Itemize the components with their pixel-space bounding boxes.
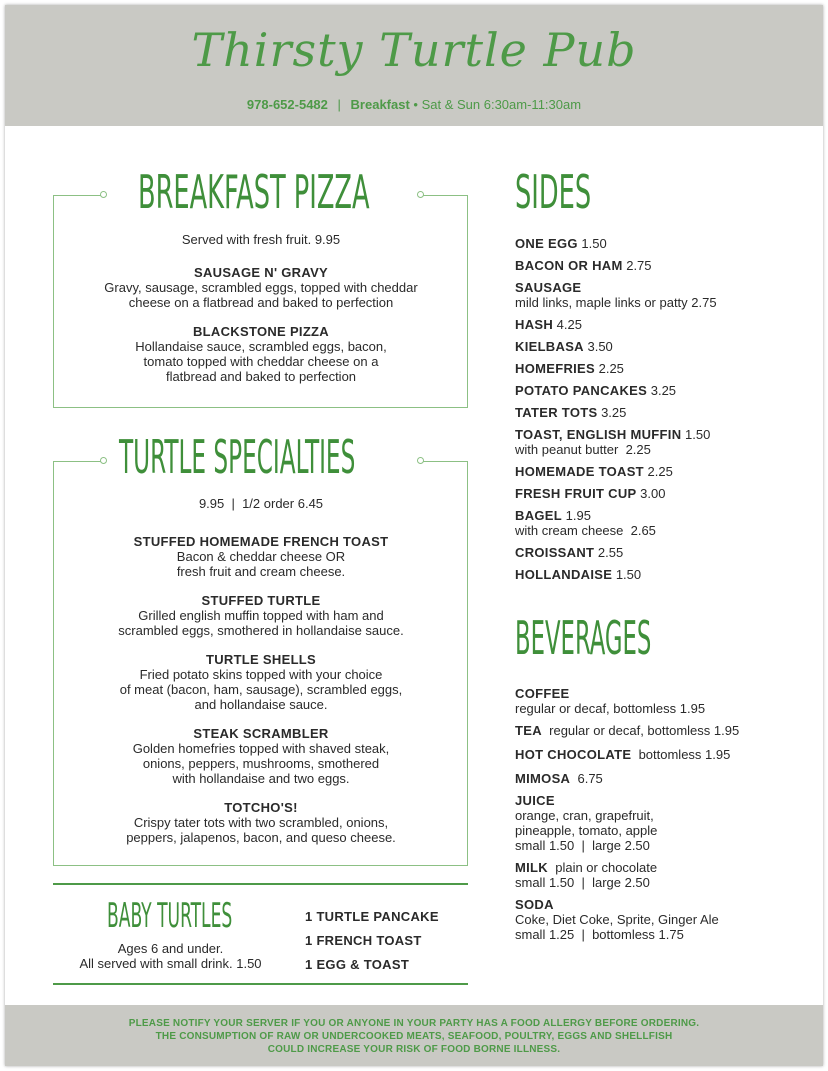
item-desc-line: Bacon & cheddar cheese OR	[176, 549, 346, 564]
list-item	[515, 339, 717, 354]
baby-turtles-title: BABY TURTLES	[107, 896, 233, 936]
beverage-name: MILK	[515, 860, 548, 875]
list-item	[515, 464, 717, 479]
item-name: STUFFED HOMEMADE FRENCH TOAST	[133, 534, 389, 549]
list-item	[515, 793, 739, 853]
sides-title: SIDES	[515, 165, 592, 219]
side-name: TOAST, ENGLISH MUFFIN	[515, 427, 682, 442]
beverage-name: COFFEE	[515, 686, 570, 701]
side-price: 2.25	[647, 464, 673, 479]
list-item	[515, 771, 739, 786]
side-price: 2.75	[626, 258, 652, 273]
item-name: SAUSAGE N' GRAVY	[193, 265, 329, 280]
footer-line: COULD INCREASE YOUR RISK OF FOOD BORNE ILLNESS.	[267, 1044, 561, 1055]
list-item	[515, 747, 739, 762]
turtle-specialties-subtitle: 9.95 | 1/2 order 6.45	[198, 496, 324, 511]
brand-title: Thirsty Turtle Pub	[191, 23, 637, 77]
side-name: BACON OR HAM	[515, 258, 623, 273]
baby-item: 1 TURTLE PANCAKE	[305, 909, 439, 924]
side-sub: with cream cheese 2.65	[515, 523, 656, 538]
turtle-specialties-title: TURTLE SPECIALTIES	[119, 430, 356, 484]
menu-item	[61, 726, 461, 786]
side-name: CROISSANT	[515, 545, 595, 560]
list-item	[515, 723, 739, 738]
footer-line: THE CONSUMPTION OF RAW OR UNDERCOOKED MEATS, SEAFOOD, POULTRY, EGGS AND SHELLFISH	[155, 1031, 673, 1042]
item-name: STEAK SCRAMBLER	[193, 726, 329, 741]
list-item	[515, 860, 739, 890]
beverage-sub: small 1.25 | bottomless 1.75	[515, 927, 684, 942]
header-band	[5, 5, 823, 126]
item-desc-line: Hollandaise sauce, scrambled eggs, bacon,	[135, 339, 387, 354]
menu-item	[61, 593, 461, 638]
list-item	[515, 258, 717, 273]
hours-text: • Sat & Sun 6:30am-11:30am	[413, 97, 582, 112]
beverage-inline: regular or decaf, bottomless 1.95	[549, 723, 740, 738]
item-desc-line: and hollandaise sauce.	[194, 697, 328, 712]
item-desc-line: onions, peppers, mushrooms, smothered	[142, 756, 380, 771]
beverage-sub: Coke, Diet Coke, Sprite, Ginger Ale	[515, 912, 719, 927]
beverages-list	[515, 686, 739, 949]
item-desc-line: Golden homefries topped with shaved steak,	[132, 741, 390, 756]
baby-item: 1 FRENCH TOAST	[305, 933, 422, 948]
beverage-sub: pineapple, tomato, apple	[515, 823, 658, 838]
item-desc-line: peppers, jalapenos, bacon, and queso cheese.	[126, 830, 396, 845]
baby-turtles-age: Ages 6 and under.	[117, 941, 224, 956]
side-name: HOMEFRIES	[515, 361, 595, 376]
item-desc-line: Fried potato skins topped with your choice	[139, 667, 383, 682]
item-desc-line: Gravy, sausage, scrambled eggs, topped with cheddar	[104, 280, 418, 295]
side-name: ONE EGG	[515, 236, 578, 251]
side-name: HASH	[515, 317, 554, 332]
list-item	[515, 567, 717, 582]
baby-turtles-items	[305, 905, 439, 977]
menu-item	[61, 265, 461, 310]
list-item	[515, 545, 717, 560]
list-item	[515, 486, 717, 501]
list-item	[515, 383, 717, 398]
item-desc-line: Grilled english muffin topped with ham and	[138, 608, 384, 623]
sides-list	[515, 236, 717, 589]
side-name: HOMEMADE TOAST	[515, 464, 644, 479]
menu-item	[61, 534, 461, 579]
side-price: 4.25	[556, 317, 582, 332]
list-item	[515, 405, 717, 420]
breakfast-pizza-title: BREAKFAST PIZZA	[138, 165, 370, 219]
item-name: TURTLE SHELLS	[205, 652, 317, 667]
side-sub: mild links, maple links or patty 2.75	[515, 295, 717, 310]
baby-turtles-bottom-rule	[53, 983, 468, 985]
item-desc-line: cheese on a flatbread and baked to perfection	[128, 295, 394, 310]
baby-turtles-top-rule	[53, 883, 468, 885]
side-price: 2.55	[597, 545, 624, 560]
beverage-sub: regular or decaf, bottomless 1.95	[515, 701, 706, 716]
beverage-name: JUICE	[515, 793, 555, 808]
beverage-sub: small 1.50 | large 2.50	[515, 838, 650, 853]
side-price: 3.25	[650, 383, 677, 398]
item-desc-line: fresh fruit and cream cheese.	[176, 564, 346, 579]
beverage-inline: 6.75	[577, 771, 603, 786]
side-name: POTATO PANCAKES	[515, 383, 648, 398]
list-item	[515, 686, 739, 716]
menu-item	[61, 800, 461, 845]
menu-item	[61, 652, 461, 712]
side-price: 1.50	[685, 427, 711, 442]
menu-item	[61, 324, 461, 384]
list-item	[515, 427, 717, 457]
header-separator: |	[337, 97, 341, 112]
list-item	[515, 897, 739, 942]
phone-number: 978-652-5482	[246, 97, 328, 112]
beverage-name: SODA	[515, 897, 554, 912]
baby-item: 1 EGG & TOAST	[305, 957, 410, 972]
beverage-name: HOT CHOCOLATE	[515, 747, 632, 762]
side-price: 3.25	[601, 405, 627, 420]
list-item	[515, 236, 717, 251]
side-price: 3.50	[587, 339, 613, 354]
beverage-name: TEA	[515, 723, 542, 738]
turtle-specialties-body	[61, 496, 461, 845]
item-desc-line: Crispy tater tots with two scrambled, onions,	[133, 815, 389, 830]
item-name: TOTCHO'S!	[224, 800, 298, 815]
beverage-sub: orange, cran, grapefruit,	[515, 808, 654, 823]
breakfast-pizza-subtitle: Served with fresh fruit. 9.95	[181, 232, 341, 247]
beverages-title: BEVERAGES	[515, 611, 652, 665]
beverage-inline: bottomless 1.95	[638, 747, 731, 762]
list-item	[515, 361, 717, 376]
allergy-footer	[5, 1005, 823, 1066]
meal-label: Breakfast	[350, 97, 410, 112]
item-desc-line: scrambled eggs, smothered in hollandaise sauce.	[118, 623, 404, 638]
beverage-name: MIMOSA	[515, 771, 571, 786]
baby-turtles-note: All served with small drink. 1.50	[79, 956, 262, 971]
list-item	[515, 508, 717, 538]
side-name: TATER TOTS	[515, 405, 598, 420]
header-info	[5, 97, 823, 112]
side-price: 2.25	[598, 361, 624, 376]
side-name: SAUSAGE	[515, 280, 582, 295]
side-name: HOLLANDAISE	[515, 567, 613, 582]
beverage-sub: small 1.50 | large 2.50	[515, 875, 650, 890]
side-price: 1.50	[615, 567, 642, 582]
list-item	[515, 317, 717, 332]
list-item	[515, 280, 717, 310]
item-desc-line: with hollandaise and two eggs.	[172, 771, 350, 786]
side-price: 1.95	[565, 508, 591, 523]
item-desc-line: flatbread and baked to perfection	[165, 369, 357, 384]
item-desc-line: tomato topped with cheddar cheese on a	[143, 354, 379, 369]
item-desc-line: of meat (bacon, ham, sausage), scrambled eggs,	[119, 682, 403, 697]
item-name: STUFFED TURTLE	[201, 593, 321, 608]
baby-turtles-info	[53, 941, 288, 971]
side-name: KIELBASA	[515, 339, 584, 354]
side-sub: with peanut butter 2.25	[515, 442, 651, 457]
side-name: BAGEL	[515, 508, 562, 523]
beverage-inline: plain or chocolate	[555, 860, 658, 875]
side-price: 1.50	[581, 236, 607, 251]
footer-line: PLEASE NOTIFY YOUR SERVER IF YOU OR ANYONE IN YOUR PARTY HAS A FOOD ALLERGY BEFORE ORDERING.	[128, 1018, 700, 1029]
menu-page	[5, 5, 823, 1066]
item-name: BLACKSTONE PIZZA	[192, 324, 329, 339]
side-name: FRESH FRUIT CUP	[515, 486, 637, 501]
side-price: 3.00	[640, 486, 666, 501]
breakfast-pizza-body	[61, 232, 461, 384]
